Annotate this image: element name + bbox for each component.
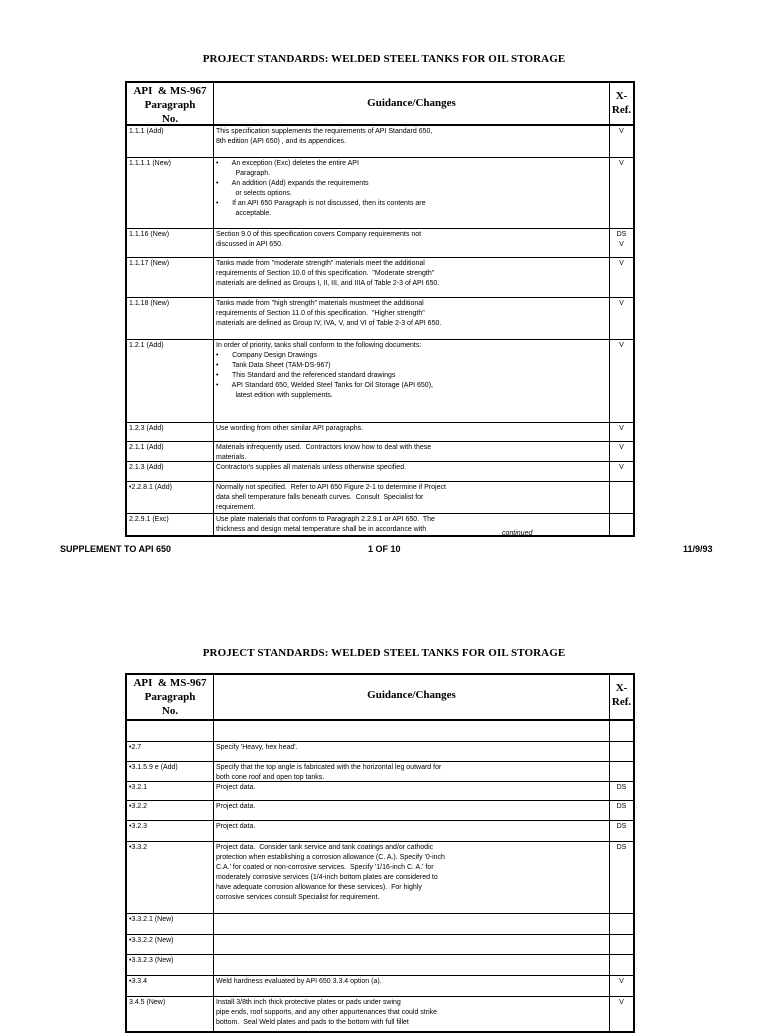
xref-code [609,762,633,781]
guidance-line: corrosive services consult Specialist for requirement. [216,894,380,901]
xref-code [609,482,633,513]
guidance-line: Specify that the top angle is fabricated with the horizontal leg outward for [216,764,442,771]
guidance-line: requirement. [216,504,256,511]
table-row [127,228,633,257]
paragraph-number: •2.2.8.1 (Add) [129,484,172,491]
guidance-text [213,914,609,934]
xref-code: V [609,340,633,422]
table-row [127,741,633,761]
guidance-line: materials are defined as Groups I, II, III, and IIIA of Table 2-3 of API 650. [216,280,440,287]
guidance-text [213,842,609,913]
guidance-line: Use wording from other similar API paragraphs. [216,425,364,432]
paragraph-number: 2.2.9.1 (Exc) [129,516,169,523]
xref-code [609,935,633,954]
guidance-text [213,997,609,1033]
guidance-line: have adequate corrosion allowance for these services). For highly [216,884,422,891]
xref-code: V [609,423,633,441]
guidance-line: • API Standard 650, Welded Steel Tanks for Oil Storage (API 650), [216,382,433,389]
guidance-text [213,514,609,537]
paragraph-number [127,721,213,741]
guidance-line: • If an API 650 Paragraph is not discussed, then its contents are [216,200,426,207]
table-row [127,422,633,441]
paragraph-number: •3.3.4 [129,978,148,985]
header-xref: X- Ref. [609,83,633,124]
table-row [127,781,633,800]
paragraph-number: 1.1.17 (New) [129,260,170,267]
guidance-text [213,126,609,157]
guidance-line: Contractor's supplies all materials unless otherwise specified. [216,464,407,471]
guidance-line: Section 9.0 of this specification covers Company requirements not [216,231,422,238]
guidance-line: data shell temperature falls beneath curves. Consult Specialist for [216,494,424,501]
table-row [127,820,633,841]
guidance-line: Project data. Consider tank service and tank coatings and/or cathodic [216,844,434,851]
guidance-text [213,158,609,228]
paragraph-number: 2.1.3 (Add) [129,464,164,471]
guidance-text [213,801,609,820]
guidance-line: Project data. [216,784,256,791]
paragraph-number: 1.1.18 (New) [129,300,170,307]
guidance-line: C.A.' for coated or non-corrosive services. Specify '1/16-inch C. A.' for [216,864,434,871]
guidance-line: bottom. Seal Weld plates and pads to the bottom with full fillet [216,1019,409,1026]
guidance-text [213,258,609,297]
xref-code: V [609,258,633,297]
table-row [127,441,633,461]
guidance-line: Normally not specified. Refer to API 650 Figure 2-1 to determine if Project [216,484,446,491]
guidance-line: materials are defined as Group IV, IVA, V, and VI of Table 2-3 of API 650. [216,320,442,327]
paragraph-number: •3.3.2.2 (New) [129,937,174,944]
guidance-text [213,742,609,761]
guidance-line: pipe ends, roof supports, and any other appurtenances that could strike [216,1009,438,1016]
guidance-text [213,782,609,800]
page-title-2: PROJECT STANDARDS: WELDED STEEL TANKS FOR OIL STORAGE [202,647,566,659]
paragraph-number: •3.2.1 [129,784,148,791]
paragraph-number: •2.7 [129,744,142,751]
table-row [127,996,633,1033]
guidance-text [213,340,609,422]
paragraph-number: •3.3.2 [129,844,148,851]
xref-code: DS [609,782,633,800]
guidance-line: This specification supplements the requirements of API Standard 650, [216,128,433,135]
xref-code [609,955,633,975]
guidance-line: discussed in API 650. [216,241,283,248]
paragraph-number: 3.4.5 (New) [129,999,166,1006]
table-row [127,157,633,228]
guidance-line: Project data. [216,823,256,830]
guidance-line: Weld hardness evaluated by API 650 3.3.4 option (a). [216,978,382,985]
paragraph-number: 1.1.1 (Add) [129,128,164,135]
guidance-line: In order of priority, tanks shall conform to the following documents: [216,342,422,349]
guidance-text [213,762,609,781]
guidance-line: Use plate materials that conform to Paragraph 2.2.9.1 or API 650. The [216,516,435,523]
xref-code [609,742,633,761]
xref-code: DS V [609,229,633,257]
paragraph-number: •3.2.3 [129,823,148,830]
xref-code: DS [609,821,633,841]
table-row [127,719,633,741]
table-row [127,339,633,422]
guidance-line: protection when establishing a corrosion allowance (C. A.). Specify '0-inch [216,854,445,861]
guidance-text [213,462,609,481]
xref-code: V [609,158,633,228]
guidance-text [213,423,609,441]
table-row [127,513,633,537]
guidance-text [213,935,609,954]
xref-code: V [609,298,633,339]
paragraph-number: •3.3.2.1 (New) [129,916,174,923]
guidance-text [213,482,609,513]
guidance-line: materials. [216,454,247,461]
table-row [127,761,633,781]
xref-code: DS [609,801,633,820]
guidance-line: acceptable. [216,210,272,217]
table-header [127,83,633,124]
table-row [127,297,633,339]
guidance-line: Install 3/8th inch thick protective plates or pads under swing [216,999,401,1006]
guidance-text [213,442,609,461]
guidance-text [213,721,609,741]
guidance-line: requirements of Section 10.0 of this specification. "Moderate strength" [216,270,435,277]
guidance-line: • Company Design Drawings [216,352,317,359]
standards-table-page-2 [125,673,635,1033]
guidance-line: 8th edition (API 650) , and its appendices. [216,138,346,145]
guidance-line: latest edition with supplements. [216,392,333,399]
guidance-line: • This Standard and the referenced standard drawings [216,372,396,379]
xref-code [609,514,633,537]
guidance-line: • An addition (Add) expands the requirements [216,180,369,187]
guidance-line: requirements of Section 11.0 of this specification. "Higher strength" [216,310,425,317]
header-xref: X- Ref. [609,675,633,719]
paragraph-number: •3.2.2 [129,803,148,810]
footer-page-number: 1 OF 10 [368,544,401,554]
header-guidance: Guidance/Changes [213,83,609,124]
paragraph-number: •3.1.5.9 e (Add) [129,764,178,771]
guidance-line: Tanks made from "moderate strength" materials meet the additional [216,260,425,267]
xref-code: V [609,462,633,481]
guidance-line: both cone roof and open top tanks. [216,774,325,781]
guidance-line: or selects options. [216,190,292,197]
paragraph-number: 1.1.1.1 (New) [129,160,172,167]
guidance-line: Materials infrequently used. Contractors know how to deal with these [216,444,432,451]
guidance-line: moderately corrosive services (1/4-inch bottom plates are considered to [216,874,438,881]
table-row [127,954,633,975]
guidance-line: Paragraph. [216,170,271,177]
footer-date: 11/9/93 [683,544,713,554]
footer-title: SUPPLEMENT TO API 650 [60,544,172,554]
table-row [127,257,633,297]
guidance-text [213,955,609,975]
header-guidance: Guidance/Changes [213,675,609,719]
xref-code: V [609,997,633,1033]
paragraph-number: 1.2.1 (Add) [129,342,164,349]
table-row [127,800,633,820]
header-paragraph-no: API & MS-967 Paragraph No. [133,85,207,125]
paragraph-number: 1.1.16 (New) [129,231,170,238]
guidance-text [213,976,609,996]
paragraph-number: •3.3.2.3 (New) [129,957,174,964]
paragraph-number: 1.2.3 (Add) [129,425,164,432]
page-title: PROJECT STANDARDS: WELDED STEEL TANKS FOR OIL STORAGE [202,53,566,65]
continued-note: continued [502,530,533,537]
table-header-2 [127,675,633,719]
table-row [127,975,633,996]
table-row [127,934,633,954]
xref-code [609,721,633,741]
xref-code: DS [609,842,633,913]
guidance-line: Project data. [216,803,256,810]
table-row [127,124,633,157]
table-row [127,481,633,513]
guidance-line: • An exception (Exc) deletes the entire API [216,160,359,167]
guidance-text [213,229,609,257]
standards-table-page-1 [125,81,635,537]
header-paragraph-no: API & MS-967 Paragraph No. [133,677,207,717]
table-row [127,841,633,913]
guidance-line: Tanks made from "high strength" materials mustmeet the additional [216,300,424,307]
xref-code: V [609,976,633,996]
guidance-text [213,821,609,841]
guidance-line: Specify 'Heavy, hex head'. [216,744,298,751]
xref-code: V [609,442,633,461]
paragraph-number: 2.1.1 (Add) [129,444,164,451]
guidance-line: thickness and design metal temperature shall be in accordance with [216,526,427,533]
guidance-text [213,298,609,339]
xref-code [609,914,633,934]
guidance-line: • Tank Data Sheet (TAM-DS-967) [216,362,331,369]
table-row [127,461,633,481]
table-row [127,913,633,934]
xref-code: V [609,126,633,157]
